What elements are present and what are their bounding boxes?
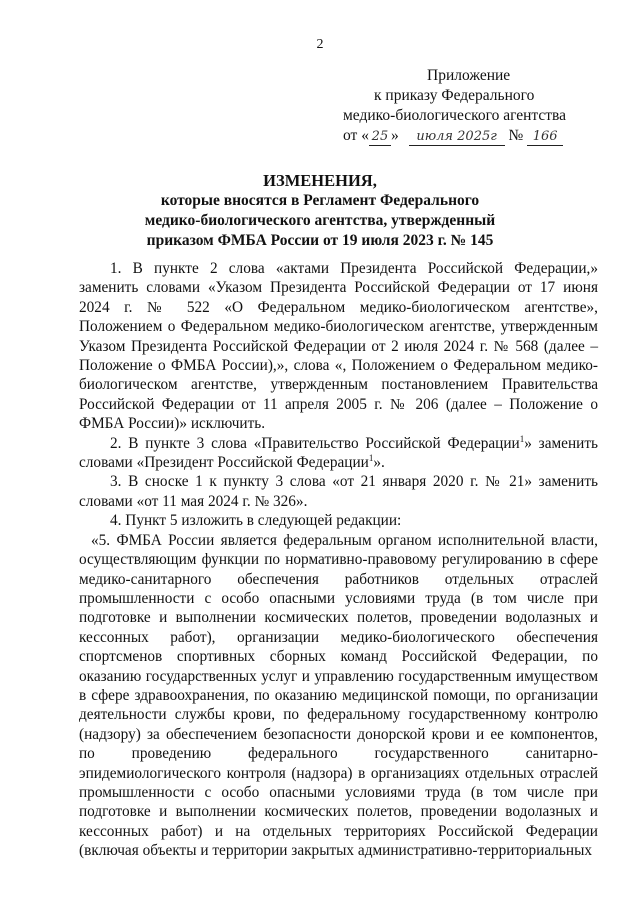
- date-mid: »: [390, 127, 399, 144]
- footnote-ref-1: 1: [519, 433, 525, 444]
- handwritten-day: 25: [369, 129, 391, 146]
- paragraph-2-part-b: » заменить словами «Президент Российской Федерации: [79, 434, 598, 472]
- title-line-2: которые вносятся в Регламент Федерального: [160, 192, 480, 209]
- date-prefix: от «: [343, 127, 369, 144]
- title-line-3: медико-биологического агентства, утвержденный: [144, 212, 496, 229]
- appendix-line-1: Приложение: [427, 67, 511, 84]
- paragraph-4: 4. Пункт 5 изложить в следующей редакции:: [110, 512, 402, 530]
- title-line-4: приказом ФМБА России от 19 июля 2023 г. № 145: [146, 232, 494, 249]
- page-number: 2: [316, 37, 324, 52]
- paragraph-5-quote: «5. ФМБА России является федеральным органом исполнительной власти, осуществляющим функции по нормативно-правовому регулированию в сфере медико-санитарного обеспечения работников отдельных отраслей промышленности с особо опасными условиями труда (в том числе при подготовке и выполнении космических полетов, проведении водолазных и кессонных работ), организации медико-биологического обеспечения спортсменов спортивных сборных команд Российской Федерации, по оказанию государственных услуг и управлению государственным имуществом в сфере здравоохранения, по оказанию медицинской помощи, по организации деятельности службы крови, по федеральному государственному контролю (надзору) за обеспечением безопасности донорской крови и ее компонентов, по проведению федерального государственного санитарно-эпидемиологического контроля (надзора) в организациях отдельных отраслей промышленности с особо опасными условиями труда (в том числе при подготовке и выполнении космических полетов, проведении водолазных и кессонных работ) и на отдельных территориях Российской Федерации (включая объекты и территории закрытых административно-территориальных: [79, 531, 598, 860]
- paragraph-2: [79, 434, 598, 473]
- paragraph-1: 1. В пункте 2 слова «актами Президента Российской Федерации,» заменить словами «Указом Президента Российской Федерации от 17 июня 2024 г. № 522 «О Федеральном медико-биологическом агентстве», Положением о Федеральном медико-биологическом агентстве, утвержденным Указом Президента Российской Федерации от 2 июля 2024 г. № 568 (далее – Положение о ФМБА России),», слова «, Положением о Федеральном медико-биологическом агентстве, утвержденным постановлением Правительства Российской Федерации от 11 апреля 2005 г. № 206 (далее – Положение о ФМБА России)» исключить.: [79, 260, 598, 433]
- paragraph-3: 3. В сноске 1 к пункту 3 слова «от 21 января 2020 г. № 21» заменить словами «от 11 мая 2024 г. № 326».: [79, 473, 598, 510]
- document-body: [79, 259, 598, 861]
- appendix-date-line: [343, 126, 583, 146]
- appendix-header: [343, 66, 583, 146]
- handwritten-month-year: июля 2025г: [409, 129, 505, 146]
- paragraph-2-part-c: ».: [373, 454, 385, 472]
- appendix-line-2: к приказу Федерального: [374, 87, 535, 104]
- number-prefix: №: [508, 127, 524, 144]
- footnote-ref-2: 1: [368, 452, 374, 463]
- document-title: [80, 171, 560, 251]
- appendix-line-3: медико-биологического агентства: [343, 107, 567, 124]
- title-main: ИЗМЕНЕНИЯ,: [263, 171, 377, 190]
- paragraph-2-part-a: 2. В пункте 3 слова «Правительство Российской Федерации: [110, 434, 520, 452]
- handwritten-number: 166: [527, 129, 563, 146]
